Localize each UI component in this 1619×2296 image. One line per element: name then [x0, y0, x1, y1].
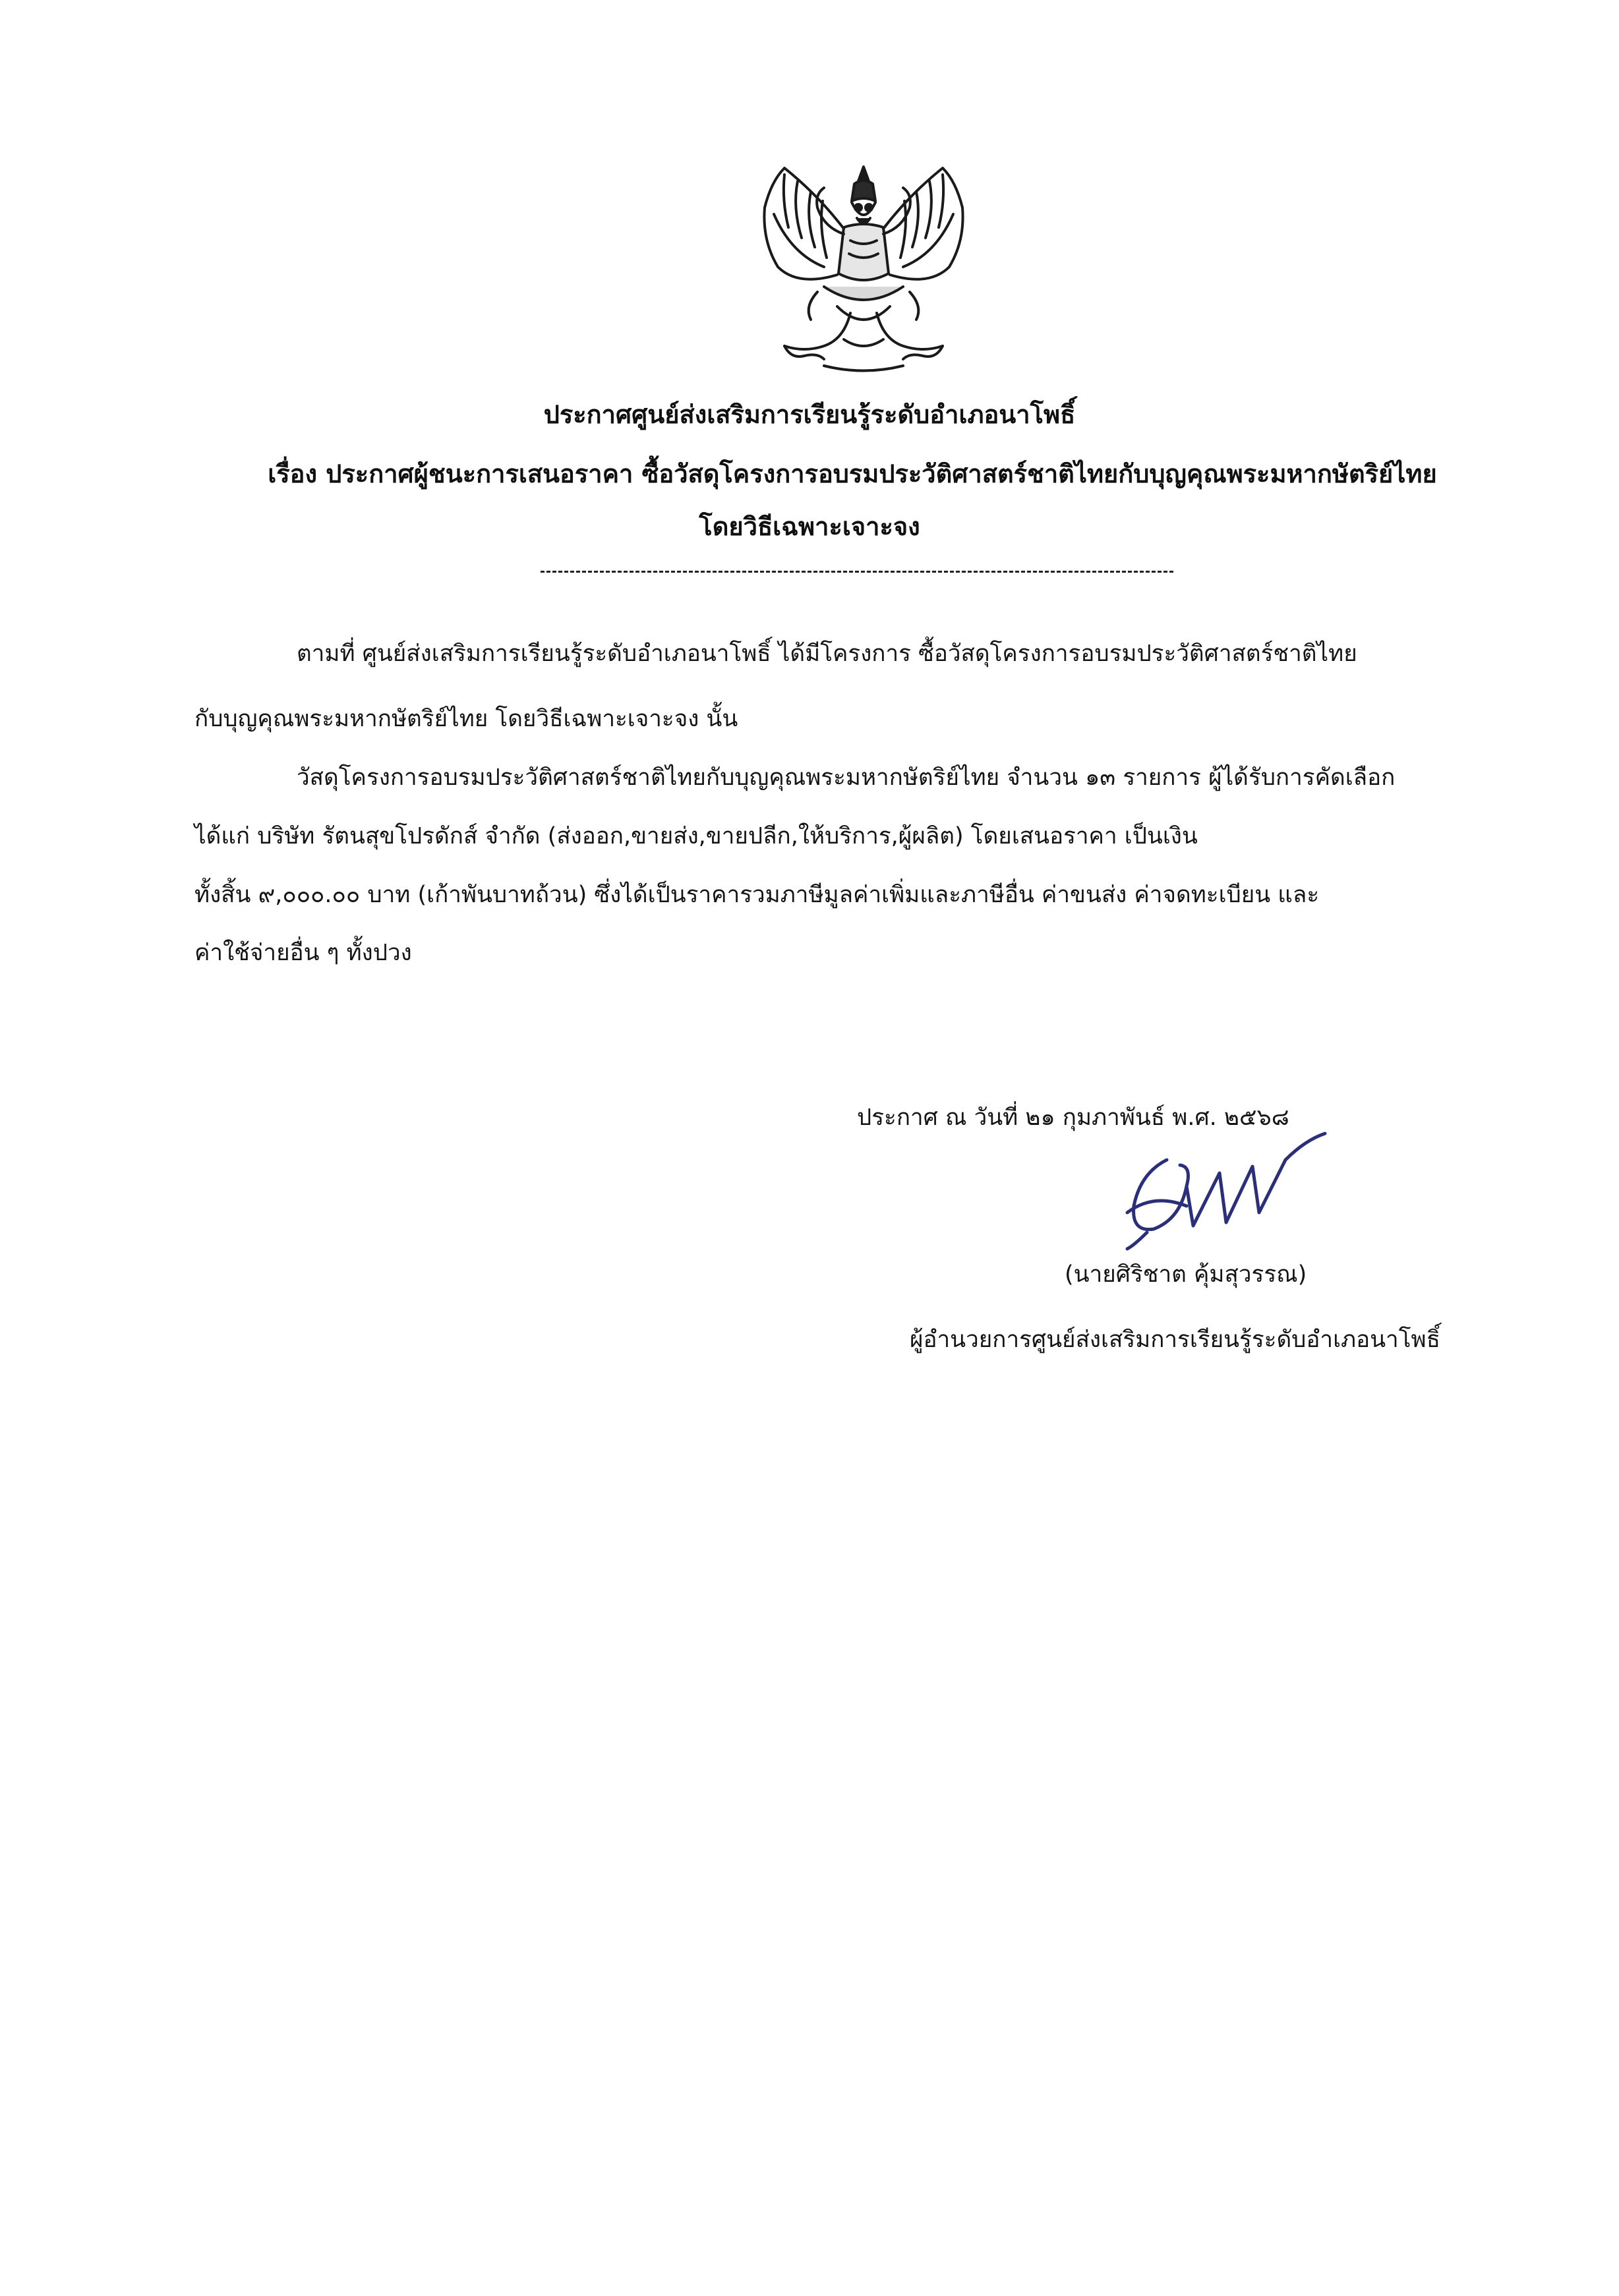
announcement-title: ประกาศศูนย์ส่งเสริมการเรียนรู้ระดับอำเภอนาโพธิ์ — [543, 400, 1076, 429]
body-line: ค่าใช้จ่ายอื่น ๆ ทั้งปวง — [194, 940, 412, 966]
signer-name: (นายศิริชาต คุ้มสุวรรณ) — [1065, 1261, 1307, 1288]
handwritten-signature — [1088, 1114, 1338, 1252]
garuda-emblem-icon — [745, 155, 982, 376]
body-line: ทั้งสิ้น ๙,๐๐๐.๐๐ บาท (เก้าพันบาทถ้วน) ซึ่งได้เป็นราคารวมภาษีมูลค่าเพิ่มและภาษีอื่น ค่าขนส่ง ค่าจดทะเบียน และ — [194, 882, 1320, 908]
announcement-method: โดยวิธีเฉพาะเจาะจง — [699, 512, 920, 541]
body-line: ตามที่ ศูนย์ส่งเสริมการเรียนรู้ระดับอำเภอนาโพธิ์ ได้มีโครงการ ซื้อวัสดุโครงการอบรมประวัติศาสตร์ชาติไทย — [297, 641, 1357, 667]
body-line: วัสดุโครงการอบรมประวัติศาสตร์ชาติไทยกับบุญคุณพระมหากษัตริย์ไทย จำนวน ๑๓ รายการ ผู้ได้รับการคัดเลือก — [297, 764, 1396, 791]
announcement-subject: เรื่อง ประกาศผู้ชนะการเสนอราคา ซื้อวัสดุโครงการอบรมประวัติศาสตร์ชาติไทยกับบุญคุณพระมหากษัตริย์ไทย — [268, 459, 1437, 488]
signer-position: ผู้อำนวยการศูนย์ส่งเสริมการเรียนรู้ระดับอำเภอนาโพธิ์ — [910, 1327, 1440, 1353]
separator-line — [541, 571, 1173, 573]
body-line: ได้แก่ บริษัท รัตนสุขโปรดักส์ จำกัด (ส่งออก,ขายส่ง,ขายปลีก,ให้บริการ,ผู้ผลิต) โดยเสนอราคา เป็นเงิน — [194, 823, 1198, 849]
body-line: กับบุญคุณพระมหากษัตริย์ไทย โดยวิธีเฉพาะเจาะจง นั้น — [194, 706, 738, 732]
announcement-date: ประกาศ ณ วันที่ ๒๑ กุมภาพันธ์ พ.ศ. ๒๕๖๘ — [857, 1105, 1289, 1131]
